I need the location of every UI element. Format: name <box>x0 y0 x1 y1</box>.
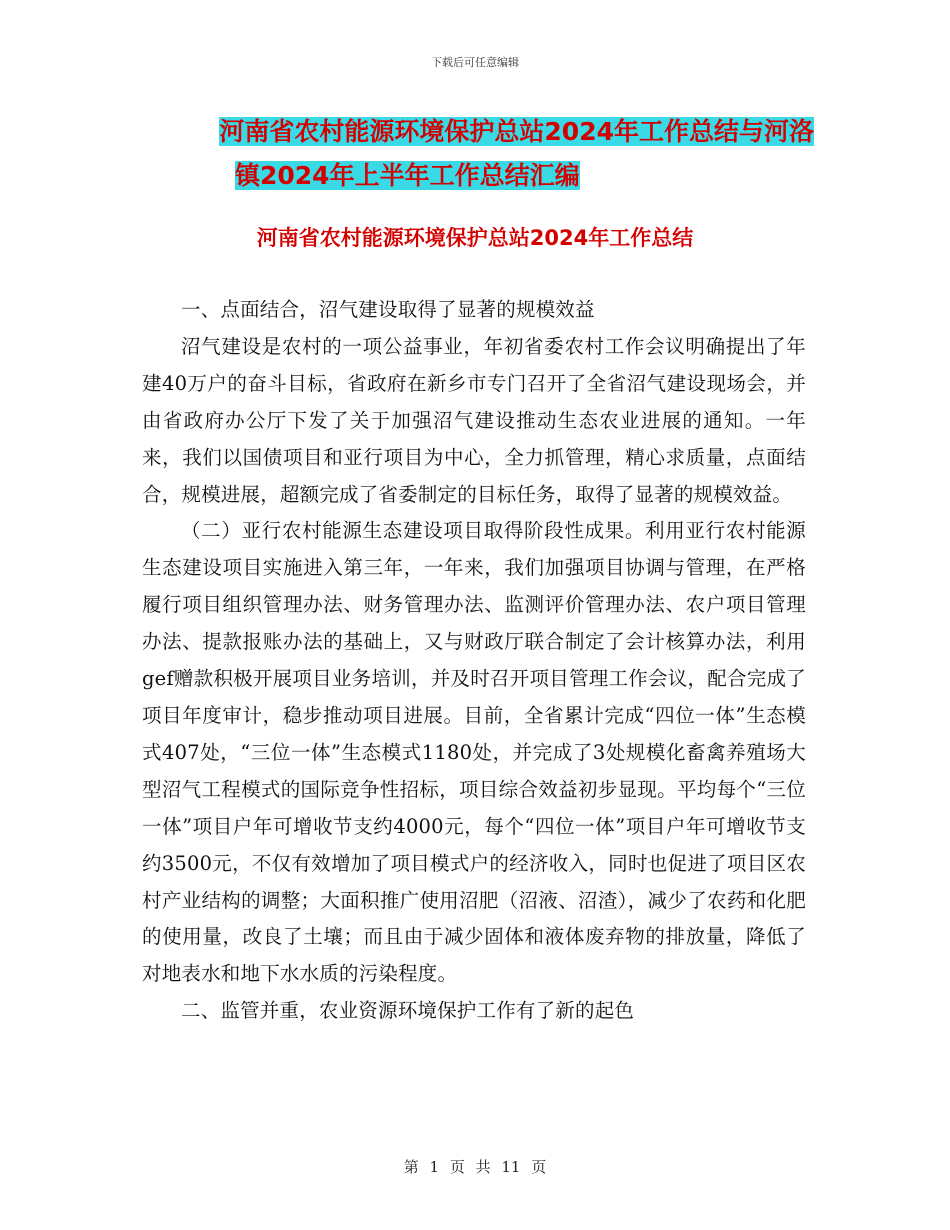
title-line-2-text: 镇2024年上半年工作总结汇编 <box>235 161 580 190</box>
heading-paragraph-1: 一、点面结合，沼气建设取得了显著的规模效益 <box>181 298 595 321</box>
title-line-1 <box>140 110 840 154</box>
body-paragraph-1: 沼气建设是农村的一项公益事业，年初省委农村工作会议明确提出了年建40万户的奋斗目标，省政府在新乡市专门召开了全省沼气建设现场会，并由省政府办公厅下发了关于加强沼气建设推动生态农业进展的通知。一年来，我们以国债项目和亚行项目为中心，全力抓管理，精心求质量，点面结合，规模进展，超额完成了省委制定的目标任务，取得了显著的规模效益。 <box>142 334 806 506</box>
body-paragraph-2: （二）亚行农村能源生态建设项目取得阶段性成果。利用亚行农村能源生态建设项目实施进入第三年，一年来，我们加强项目协调与管理，在严格履行项目组织管理办法、财务管理办法、监测评价管理办法、农户项目管理办法、提款报账办法的基础上，又与财政厅联合制定了会计核算办法，利用gef赠款积极开展项目业务培训，并及时召开项目管理工作会议，配合完成了项目年度审计，稳步推动项目进展。目前，全省累计完成“四位一体”生态模式407处，“三位一体”生态模式1180处，并完成了3处规模化畜禽养殖场大型沼气工程模式的国际竞争性招标，项目综合效益初步显现。平均每个“三位一体”项目户年可增收节支约4000元，每个“四位一体”项目户年可增收节支约3500元，不仅有效增加了项目模式户的经济收入，同时也促进了项目区农村产业结构的调整；大面积推广使用沼肥（沼液、沼渣），减少了农药和化肥的使用量，改良了土壤；而且由于减少固体和液体废弃物的排放量，降低了对地表水和地下水水质的污染程度。 <box>142 519 806 986</box>
header-note: 下载后可任意编辑 <box>431 56 519 69</box>
page-footer: 第 1 页 共 11 页 <box>403 1158 547 1176</box>
title-line-2 <box>140 154 840 198</box>
document-title <box>140 110 840 198</box>
heading-paragraph-2: 二、监管并重，农业资源环境保护工作有了新的起色 <box>181 999 635 1023</box>
body-text <box>142 292 806 1030</box>
section-title: 河南省农村能源环境保护总站2024年工作总结 <box>256 226 694 250</box>
title-line-1-text: 河南省农村能源环境保护总站2024年工作总结与河洛 <box>219 117 814 146</box>
